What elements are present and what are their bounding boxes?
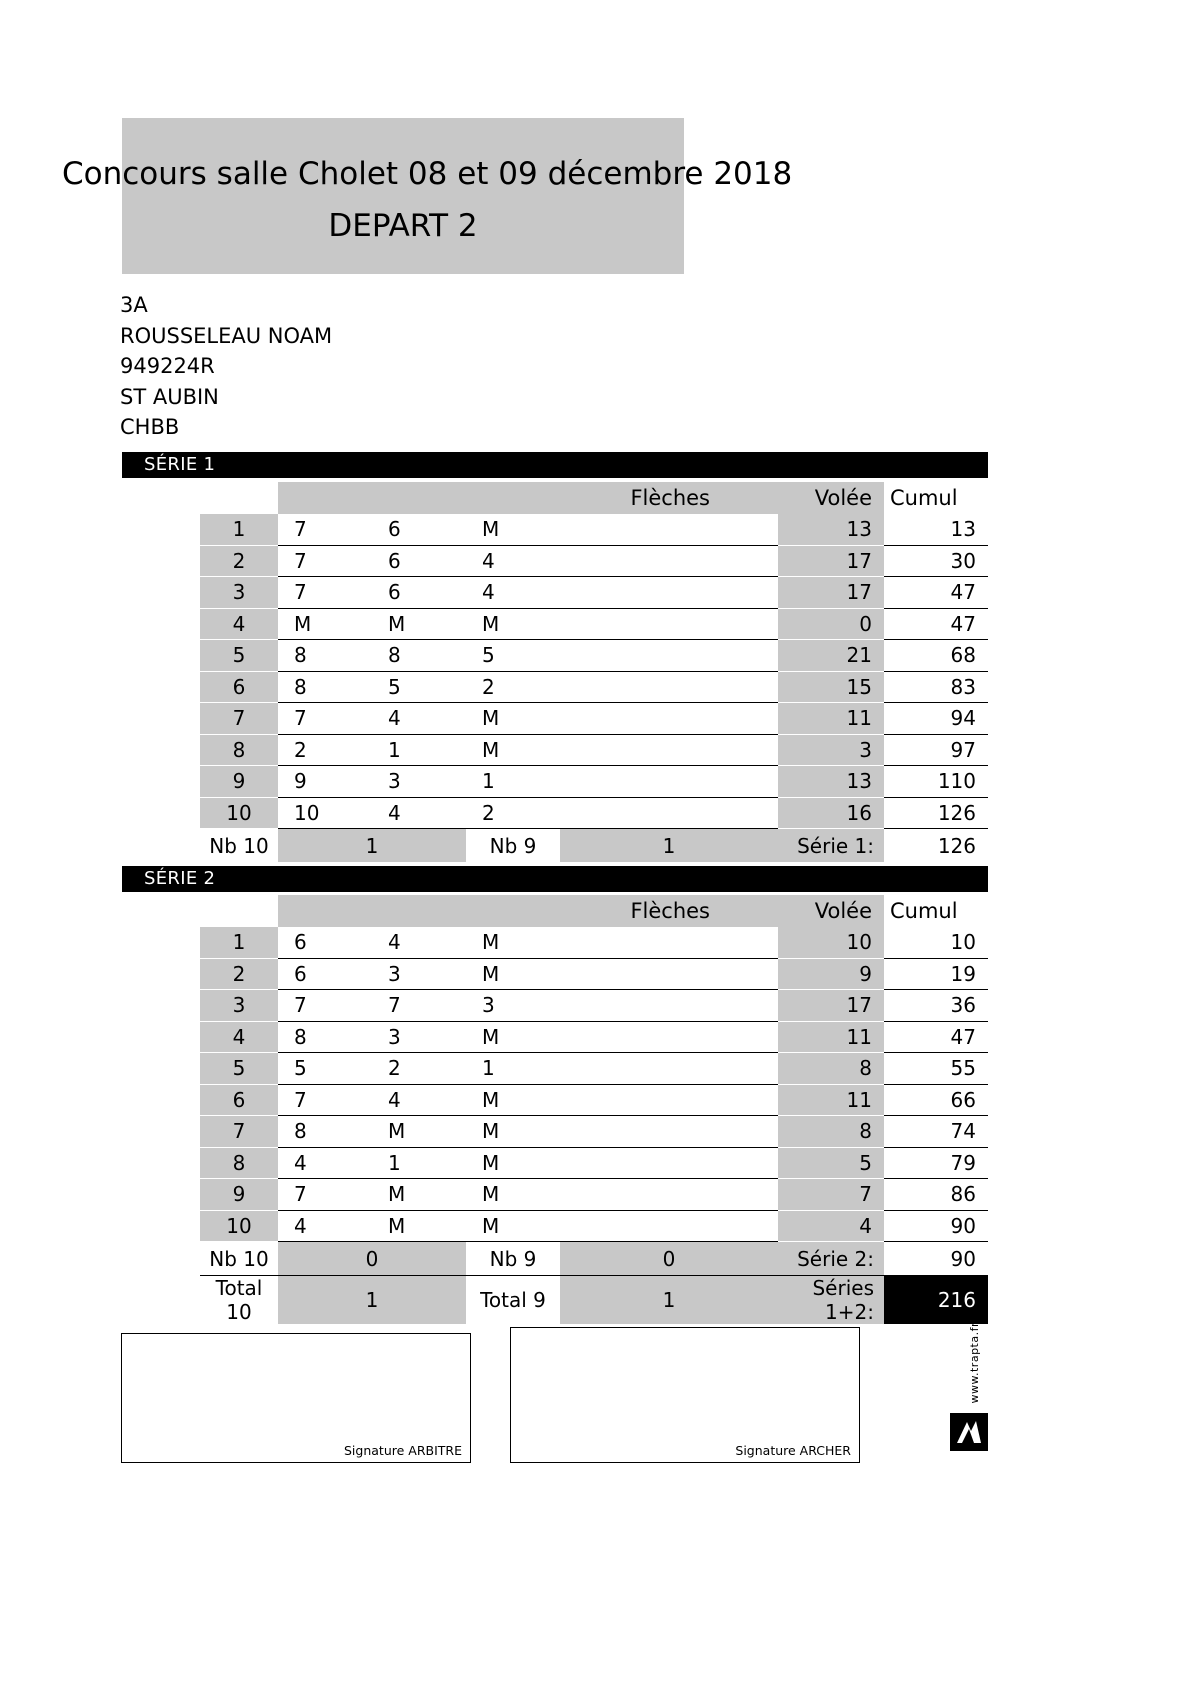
cumul-value: 126 xyxy=(884,797,988,829)
arrow-3: 1 xyxy=(466,766,560,798)
cumul-value: 47 xyxy=(884,577,988,609)
arrow-2: 6 xyxy=(372,545,466,577)
arrow-3: M xyxy=(466,1179,560,1211)
grand-total-label: Séries 1+2: xyxy=(778,1276,884,1325)
row-number: 6 xyxy=(200,671,278,703)
arrow-3: 4 xyxy=(466,577,560,609)
arrow-2: M xyxy=(372,608,466,640)
event-title: Concours salle Cholet 08 et 09 décembre 2018 xyxy=(62,156,793,192)
volley-value: 8 xyxy=(778,1053,884,1085)
arrow-blank xyxy=(560,958,778,990)
arrow-3: 4 xyxy=(466,545,560,577)
arrow-2: 6 xyxy=(372,514,466,545)
cumul-value: 36 xyxy=(884,990,988,1022)
header-volley: Volée xyxy=(778,895,884,927)
arrow-blank xyxy=(560,990,778,1022)
row-number: 5 xyxy=(200,1053,278,1085)
series-1-total-value: 126 xyxy=(937,833,976,858)
title-banner xyxy=(62,118,793,274)
table-row xyxy=(200,640,988,672)
arrow-blank xyxy=(560,1053,778,1085)
arrow-2: M xyxy=(372,1179,466,1211)
table-row xyxy=(200,1147,988,1179)
volley-value: 4 xyxy=(778,1210,884,1242)
table-row xyxy=(200,797,988,829)
table-row xyxy=(200,1210,988,1242)
series-2-band xyxy=(122,866,988,892)
table-row xyxy=(200,1084,988,1116)
archer-city: ST AUBIN xyxy=(120,384,219,409)
table-row xyxy=(200,1179,988,1211)
signature-archer-label: Signature ARCHER xyxy=(735,1443,851,1458)
arrow-3: M xyxy=(466,1116,560,1148)
arrow-blank xyxy=(560,703,778,735)
arrow-1: 8 xyxy=(278,671,372,703)
volley-value: 11 xyxy=(778,703,884,735)
arrow-1: 6 xyxy=(278,958,372,990)
arrow-blank xyxy=(560,608,778,640)
arrow-2: 4 xyxy=(372,797,466,829)
row-number: 5 xyxy=(200,640,278,672)
table-row xyxy=(200,608,988,640)
arrow-2: 8 xyxy=(372,640,466,672)
arrow-blank xyxy=(560,514,778,545)
cumul-value: 86 xyxy=(884,1179,988,1211)
arrow-1: 7 xyxy=(278,1084,372,1116)
volley-value: 16 xyxy=(778,797,884,829)
table-row xyxy=(200,703,988,735)
header-arrows: Flèches xyxy=(278,895,778,927)
row-number: 9 xyxy=(200,766,278,798)
nb9-label: Nb 9 xyxy=(489,833,537,858)
table-row xyxy=(200,671,988,703)
arrow-blank xyxy=(560,1147,778,1179)
cumul-value: 10 xyxy=(884,927,988,958)
arrow-3: M xyxy=(466,1084,560,1116)
arrow-1: 4 xyxy=(278,1147,372,1179)
row-number: 3 xyxy=(200,990,278,1022)
arrow-1: M xyxy=(278,608,372,640)
cumul-value: 90 xyxy=(884,1210,988,1242)
table-row xyxy=(200,514,988,545)
table-row xyxy=(200,958,988,990)
cumul-value: 66 xyxy=(884,1084,988,1116)
volley-value: 15 xyxy=(778,671,884,703)
row-number: 8 xyxy=(200,734,278,766)
signature-box-referee[interactable] xyxy=(121,1333,471,1463)
header-spacer xyxy=(200,895,278,927)
arrow-1: 4 xyxy=(278,1210,372,1242)
arrow-2: 1 xyxy=(372,1147,466,1179)
arrow-1: 6 xyxy=(278,927,372,958)
table-header-row xyxy=(200,895,988,927)
volley-value: 7 xyxy=(778,1179,884,1211)
row-number: 9 xyxy=(200,1179,278,1211)
total9-label: Total 9 xyxy=(466,1276,560,1325)
arrow-3: M xyxy=(466,1210,560,1242)
header-arrows: Flèches xyxy=(278,482,778,514)
series-1-total-label: Série 1: xyxy=(778,829,884,863)
volley-value: 17 xyxy=(778,577,884,609)
departure-title: DEPART 2 xyxy=(328,208,478,244)
total10-label: Total 10 xyxy=(200,1276,278,1325)
series-2-label: SÉRIE 2 xyxy=(144,868,216,889)
arrow-3: M xyxy=(466,514,560,545)
series-1-band xyxy=(122,452,988,478)
nb10-label: Nb 10 xyxy=(209,1246,269,1271)
cumul-value: 97 xyxy=(884,734,988,766)
total9-value: 1 xyxy=(560,1276,778,1325)
row-number: 10 xyxy=(200,797,278,829)
row-number: 2 xyxy=(200,545,278,577)
nb9-label: Nb 9 xyxy=(489,1246,537,1271)
arrow-1: 10 xyxy=(278,797,372,829)
row-number: 4 xyxy=(200,1021,278,1053)
table-row xyxy=(200,1116,988,1148)
series-1-footer-row xyxy=(200,829,988,863)
cumul-value: 68 xyxy=(884,640,988,672)
cumul-value: 47 xyxy=(884,608,988,640)
arrow-2: 4 xyxy=(372,1084,466,1116)
table-row xyxy=(200,990,988,1022)
grand-total-row xyxy=(200,1276,988,1325)
arrow-3: M xyxy=(466,958,560,990)
arrow-3: 2 xyxy=(466,797,560,829)
website-url: www.trapta.fr xyxy=(968,1322,981,1404)
total10-value: 1 xyxy=(278,1276,466,1325)
arrow-2: 5 xyxy=(372,671,466,703)
header-cumul: Cumul xyxy=(890,899,958,923)
arrow-blank xyxy=(560,927,778,958)
volley-value: 11 xyxy=(778,1021,884,1053)
arrow-3: M xyxy=(466,1147,560,1179)
cumul-value: 30 xyxy=(884,545,988,577)
arrow-blank xyxy=(560,545,778,577)
arrow-blank xyxy=(560,671,778,703)
arrow-blank xyxy=(560,1210,778,1242)
arrow-blank xyxy=(560,1084,778,1116)
cumul-value: 94 xyxy=(884,703,988,735)
cumul-value: 110 xyxy=(884,766,988,798)
arrow-3: M xyxy=(466,703,560,735)
volley-value: 13 xyxy=(778,766,884,798)
arrow-blank xyxy=(560,734,778,766)
arrow-1: 7 xyxy=(278,703,372,735)
arrow-1: 8 xyxy=(278,640,372,672)
arrow-3: 3 xyxy=(466,990,560,1022)
arrow-blank xyxy=(560,1021,778,1053)
arrow-1: 7 xyxy=(278,545,372,577)
row-number: 7 xyxy=(200,703,278,735)
series-1-table xyxy=(200,482,988,862)
row-number: 4 xyxy=(200,608,278,640)
volley-value: 11 xyxy=(778,1084,884,1116)
row-number: 7 xyxy=(200,1116,278,1148)
cumul-value: 47 xyxy=(884,1021,988,1053)
table-row xyxy=(200,766,988,798)
table-row xyxy=(200,545,988,577)
archer-name: ROUSSELEAU NOAM xyxy=(120,323,333,348)
arrow-1: 8 xyxy=(278,1021,372,1053)
archer-category: 3A xyxy=(120,293,148,317)
signature-referee-label: Signature ARBITRE xyxy=(344,1443,462,1458)
row-number: 1 xyxy=(200,514,278,545)
arrow-2: 1 xyxy=(372,734,466,766)
arrow-2: 7 xyxy=(372,990,466,1022)
volley-value: 8 xyxy=(778,1116,884,1148)
volley-value: 3 xyxy=(778,734,884,766)
arrow-2: 4 xyxy=(372,927,466,958)
arrow-1: 5 xyxy=(278,1053,372,1085)
series-2-footer-row xyxy=(200,1242,988,1276)
arrow-3: M xyxy=(466,1021,560,1053)
table-row xyxy=(200,1021,988,1053)
arrow-1: 7 xyxy=(278,990,372,1022)
arrow-3: 2 xyxy=(466,671,560,703)
header-spacer xyxy=(200,482,278,514)
arrow-3: M xyxy=(466,608,560,640)
arrow-3: 1 xyxy=(466,1053,560,1085)
arrow-1: 2 xyxy=(278,734,372,766)
nb10-value: 1 xyxy=(278,829,466,863)
row-number: 8 xyxy=(200,1147,278,1179)
table-header-row xyxy=(200,482,988,514)
volley-value: 13 xyxy=(778,514,884,545)
arrow-2: 3 xyxy=(372,958,466,990)
nb9-value: 0 xyxy=(560,1242,778,1276)
volley-value: 17 xyxy=(778,545,884,577)
cumul-value: 79 xyxy=(884,1147,988,1179)
volley-value: 17 xyxy=(778,990,884,1022)
arrow-1: 8 xyxy=(278,1116,372,1148)
table-row xyxy=(200,734,988,766)
series-2-total-value: 90 xyxy=(950,1246,976,1271)
arrow-blank xyxy=(560,640,778,672)
header-cumul: Cumul xyxy=(890,486,958,510)
archer-license: 949224R xyxy=(120,354,215,378)
table-row xyxy=(200,927,988,958)
header-volley: Volée xyxy=(778,482,884,514)
cumul-value: 55 xyxy=(884,1053,988,1085)
volley-value: 21 xyxy=(778,640,884,672)
arrow-2: 3 xyxy=(372,1021,466,1053)
arrow-blank xyxy=(560,766,778,798)
cumul-value: 74 xyxy=(884,1116,988,1148)
arrow-blank xyxy=(560,1116,778,1148)
nb9-value: 1 xyxy=(560,829,778,863)
series-2-table xyxy=(200,895,988,1324)
signature-box-archer[interactable] xyxy=(510,1327,860,1463)
arrow-1: 7 xyxy=(278,514,372,545)
arrow-1: 7 xyxy=(278,577,372,609)
volley-value: 9 xyxy=(778,958,884,990)
row-number: 10 xyxy=(200,1210,278,1242)
archer-info xyxy=(120,290,332,443)
arrow-2: 4 xyxy=(372,703,466,735)
row-number: 3 xyxy=(200,577,278,609)
archer-club: CHBB xyxy=(120,415,180,439)
arrow-1: 9 xyxy=(278,766,372,798)
grand-total-value: 216 xyxy=(884,1276,988,1325)
arrow-2: M xyxy=(372,1210,466,1242)
arrow-blank xyxy=(560,577,778,609)
arrow-2: M xyxy=(372,1116,466,1148)
arrow-2: 3 xyxy=(372,766,466,798)
nb10-label: Nb 10 xyxy=(209,833,269,858)
volley-value: 5 xyxy=(778,1147,884,1179)
row-number: 2 xyxy=(200,958,278,990)
table-row xyxy=(200,577,988,609)
volley-value: 0 xyxy=(778,608,884,640)
nb10-value: 0 xyxy=(278,1242,466,1276)
arrow-blank xyxy=(560,797,778,829)
volley-value: 10 xyxy=(778,927,884,958)
row-number: 1 xyxy=(200,927,278,958)
arrow-2: 2 xyxy=(372,1053,466,1085)
arrow-2: 6 xyxy=(372,577,466,609)
arrow-blank xyxy=(560,1179,778,1211)
table-row xyxy=(200,1053,988,1085)
trapta-logo-icon xyxy=(948,1411,990,1453)
arrow-1: 7 xyxy=(278,1179,372,1211)
cumul-value: 13 xyxy=(884,514,988,545)
arrow-3: 5 xyxy=(466,640,560,672)
series-2-total-label: Série 2: xyxy=(778,1242,884,1276)
arrow-3: M xyxy=(466,927,560,958)
row-number: 6 xyxy=(200,1084,278,1116)
arrow-3: M xyxy=(466,734,560,766)
cumul-value: 19 xyxy=(884,958,988,990)
series-1-label: SÉRIE 1 xyxy=(144,454,216,475)
cumul-value: 83 xyxy=(884,671,988,703)
